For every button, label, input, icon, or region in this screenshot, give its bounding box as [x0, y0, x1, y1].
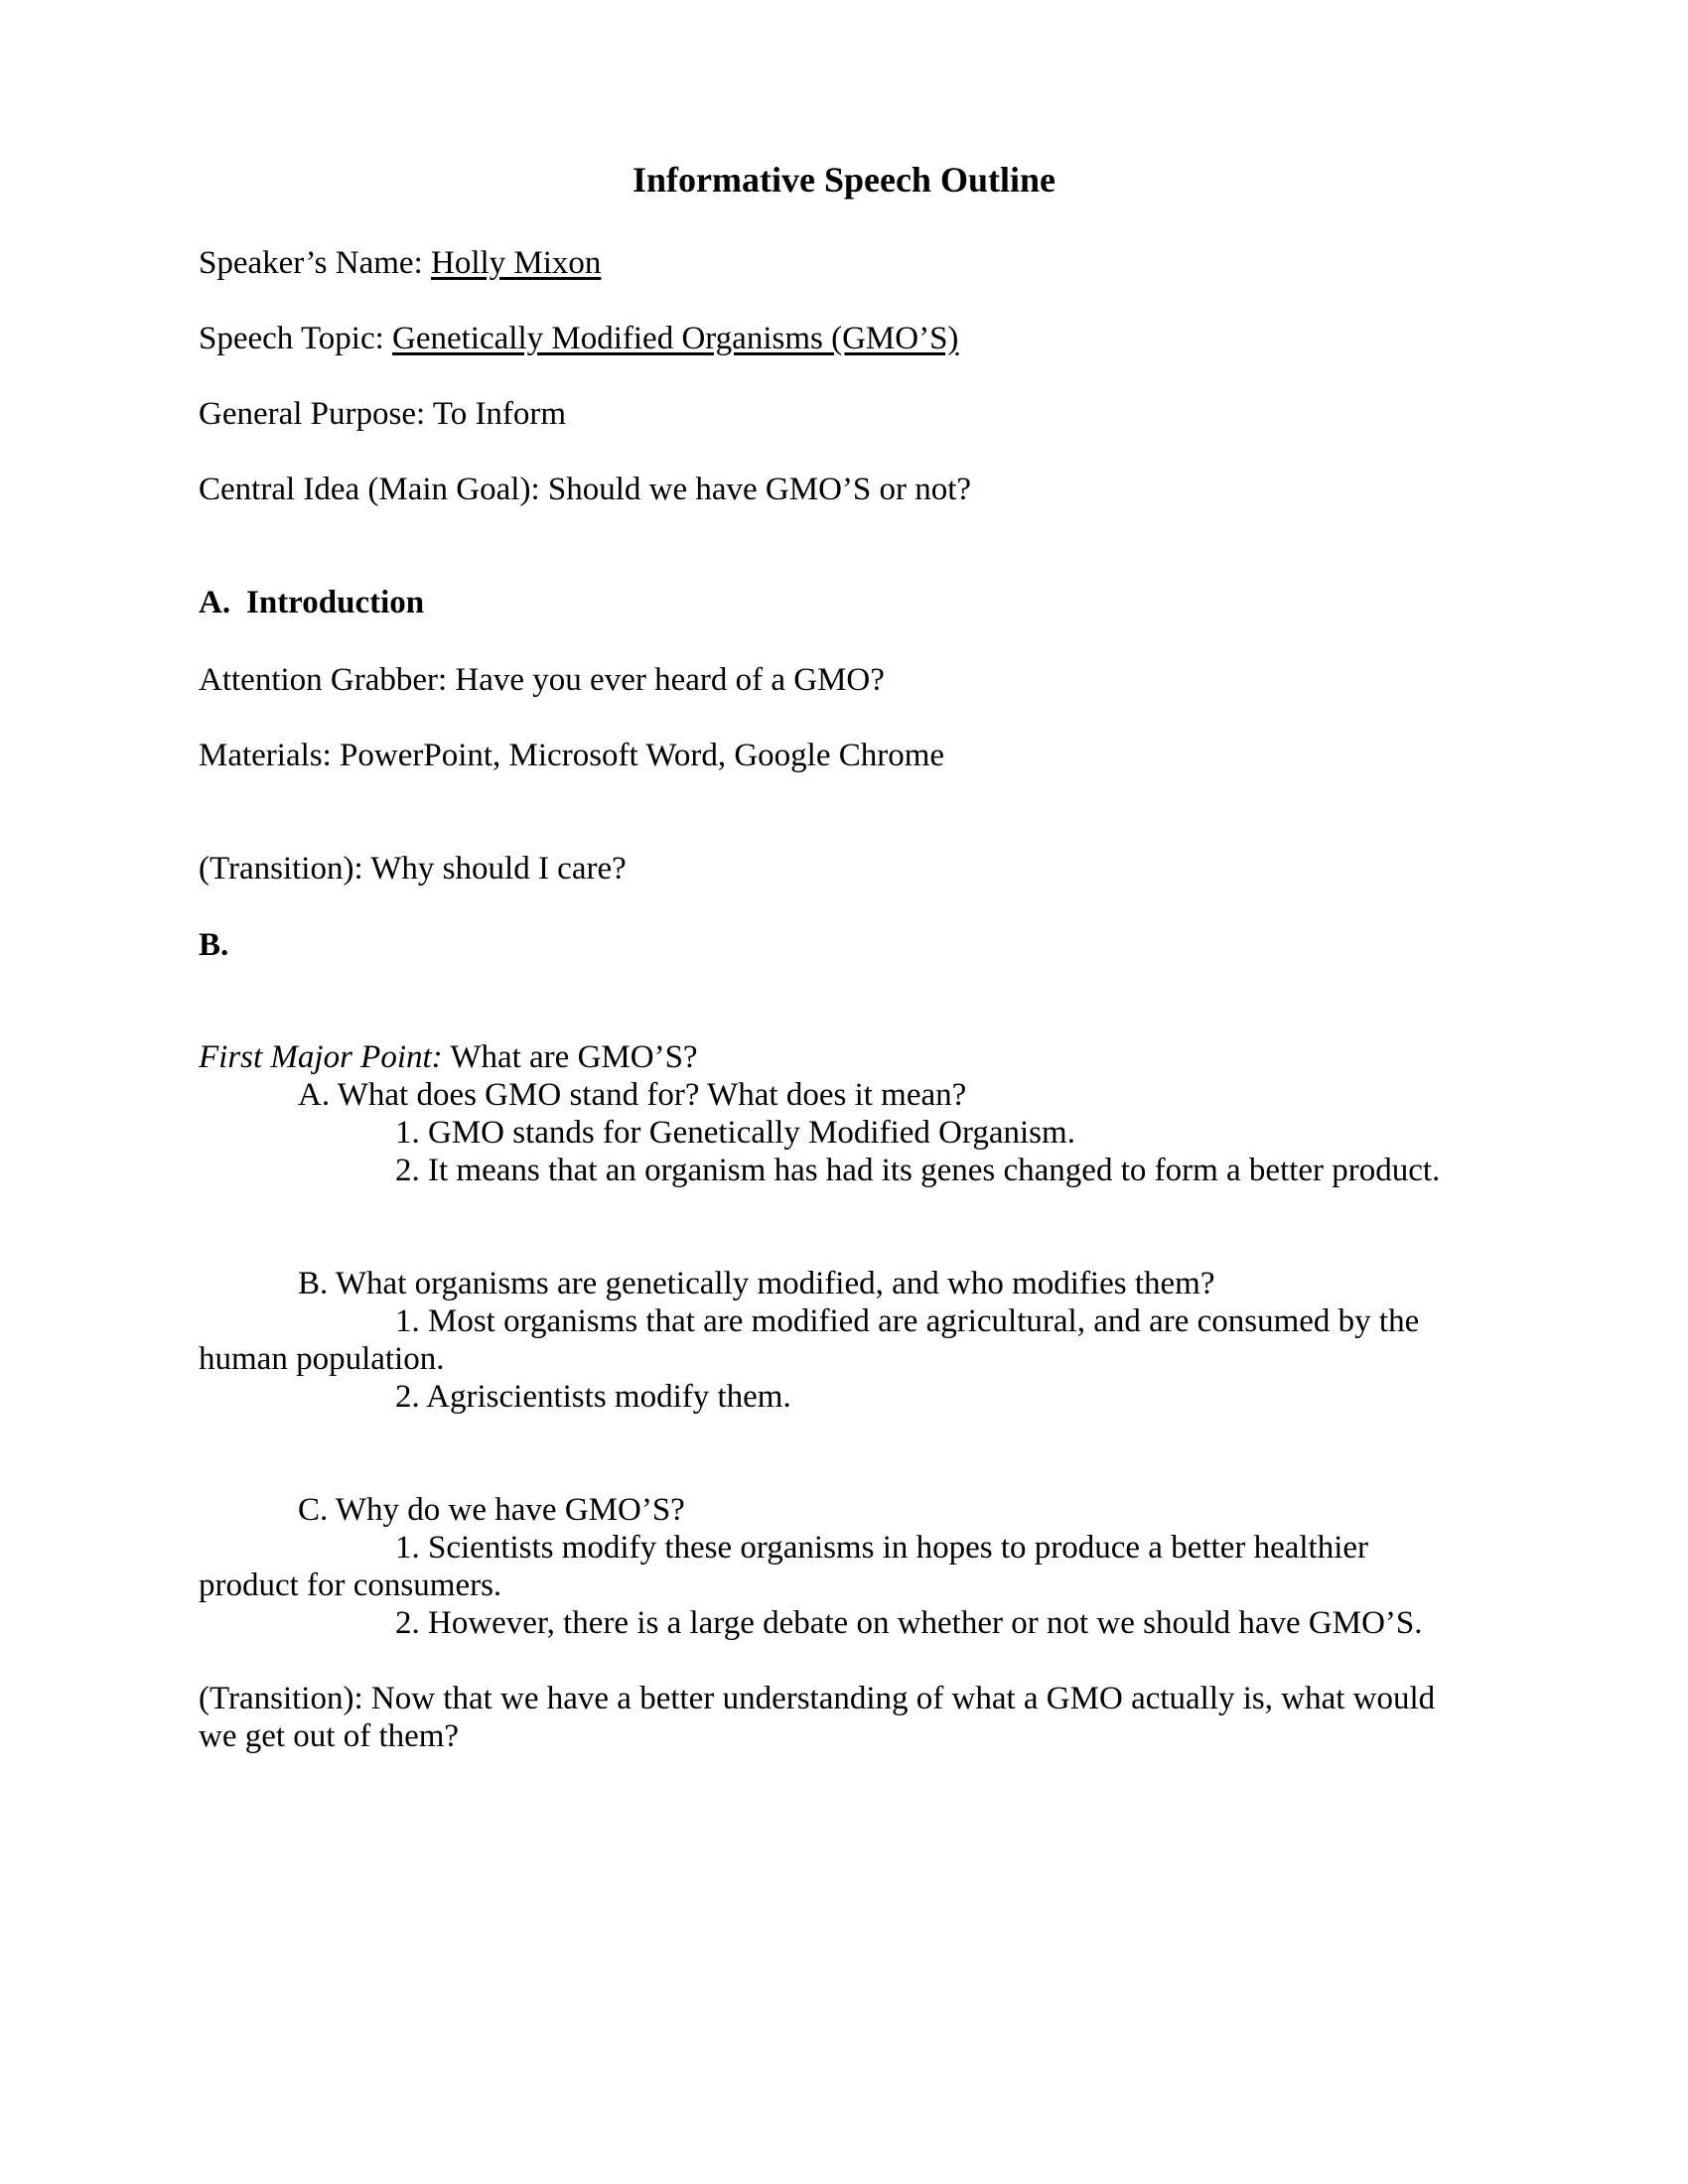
- first-major-point-text: What are GMO’S?: [442, 1039, 698, 1075]
- speaker-name-line: [199, 244, 601, 282]
- section-a-title: Introduction: [246, 585, 425, 620]
- subpoint-a-item-2: 2. It means that an organism has had its genes changed to form a better product.: [395, 1153, 1441, 1188]
- subpoint-b-item-1: 1. Most organisms that are modified are agricultural, and are consumed by the: [395, 1303, 1420, 1339]
- subpoint-b-item-1-continued: human population.: [199, 1341, 445, 1377]
- speech-topic-line: [199, 320, 958, 357]
- speaker-name-value: Holly Mixon: [430, 245, 602, 281]
- general-purpose-line: General Purpose: To Inform: [199, 396, 567, 432]
- section-a-heading: [199, 584, 424, 621]
- subpoint-c-question: C. Why do we have GMO’S?: [298, 1492, 685, 1528]
- attention-grabber-line: Attention Grabber: Have you ever heard of a GMO?: [199, 662, 885, 698]
- speech-topic-label: Speech Topic:: [199, 321, 393, 356]
- subpoint-a-question: A. What does GMO stand for? What does it mean?: [298, 1077, 967, 1113]
- subpoint-c-item-2: 2. However, there is a large debate on whether or not we should have GMO’S.: [395, 1605, 1423, 1641]
- first-major-point-label: First Major Point:: [199, 1039, 443, 1075]
- subpoint-c-item-1: 1. Scientists modify these organisms in hopes to produce a better healthier: [395, 1530, 1369, 1566]
- section-a-letter: A.: [199, 585, 231, 620]
- transition-line-2-continued: we get out of them?: [199, 1718, 460, 1754]
- materials-line: Materials: PowerPoint, Microsoft Word, Google Chrome: [199, 738, 945, 773]
- document-title: Informative Speech Outline: [633, 160, 1055, 200]
- subpoint-b-item-2: 2. Agriscientists modify them.: [395, 1379, 791, 1415]
- subpoint-c-item-1-continued: product for consumers.: [199, 1568, 502, 1603]
- speech-topic-value: Genetically Modified Organisms (GMO’S): [392, 321, 959, 356]
- subpoint-a-item-1: 1. GMO stands for Genetically Modified Organism.: [395, 1115, 1075, 1151]
- subpoint-b-question: B. What organisms are genetically modified, and who modifies them?: [298, 1266, 1215, 1301]
- central-idea-line: Central Idea (Main Goal): Should we have GMO’S or not?: [199, 472, 972, 507]
- transition-line-2: (Transition): Now that we have a better understanding of what a GMO actually is, what would: [199, 1681, 1436, 1716]
- transition-line-1: (Transition): Why should I care?: [199, 851, 627, 887]
- speaker-name-label: Speaker’s Name:: [199, 245, 431, 281]
- first-major-point-line: [199, 1038, 698, 1076]
- section-b-letter: B.: [199, 927, 229, 963]
